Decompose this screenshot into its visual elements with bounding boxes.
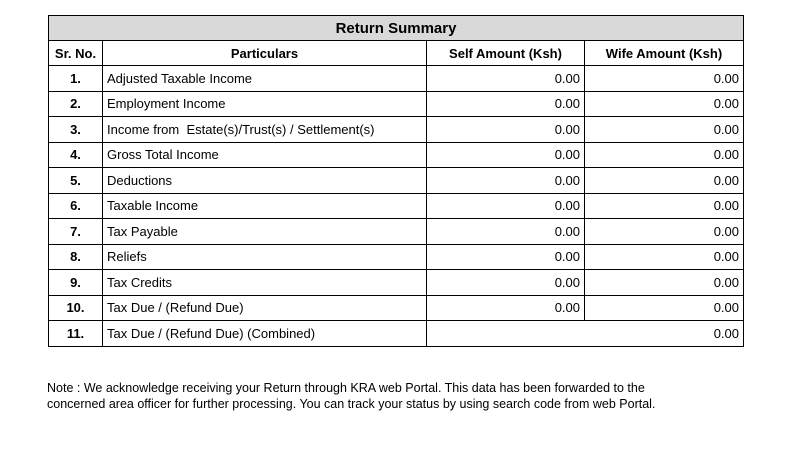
table-row bbox=[49, 168, 744, 194]
table-row bbox=[49, 66, 744, 92]
row-particular: Tax Due / (Refund Due) (Combined) bbox=[103, 321, 427, 347]
header-self-amount: Self Amount (Ksh) bbox=[427, 41, 585, 66]
row-wife-amount: 0.00 bbox=[585, 142, 744, 168]
row-particular: Reliefs bbox=[103, 244, 427, 270]
row-sr-no: 10. bbox=[49, 295, 103, 321]
row-wife-amount: 0.00 bbox=[585, 219, 744, 245]
row-particular: Tax Payable bbox=[103, 219, 427, 245]
row-self-amount: 0.00 bbox=[427, 142, 585, 168]
table-row bbox=[49, 295, 744, 321]
row-self-amount: 0.00 bbox=[427, 219, 585, 245]
row-self-amount: 0.00 bbox=[427, 168, 585, 194]
row-wife-amount: 0.00 bbox=[585, 91, 744, 117]
row-sr-no: 6. bbox=[49, 193, 103, 219]
row-self-amount: 0.00 bbox=[427, 66, 585, 92]
row-sr-no: 2. bbox=[49, 91, 103, 117]
row-self-amount: 0.00 bbox=[427, 244, 585, 270]
row-particular: Taxable Income bbox=[103, 193, 427, 219]
row-sr-no: 4. bbox=[49, 142, 103, 168]
header-sr-no: Sr. No. bbox=[49, 41, 103, 66]
row-self-amount: 0.00 bbox=[427, 270, 585, 296]
note-line-2: concerned area officer for further processing. You can track your status by using search code from web Portal. bbox=[47, 397, 656, 411]
row-sr-no: 9. bbox=[49, 270, 103, 296]
row-particular: Income from Estate(s)/Trust(s) / Settlement(s) bbox=[103, 117, 427, 143]
table-row bbox=[49, 270, 744, 296]
acknowledgement-note bbox=[47, 380, 767, 412]
row-sr-no: 5. bbox=[49, 168, 103, 194]
row-sr-no: 1. bbox=[49, 66, 103, 92]
row-sr-no: 3. bbox=[49, 117, 103, 143]
return-summary-table bbox=[48, 15, 744, 347]
table-row bbox=[49, 117, 744, 143]
row-sr-no: 8. bbox=[49, 244, 103, 270]
row-wife-amount: 0.00 bbox=[585, 270, 744, 296]
table-title: Return Summary bbox=[49, 16, 744, 41]
row-sr-no: 11. bbox=[49, 321, 103, 347]
row-particular: Gross Total Income bbox=[103, 142, 427, 168]
table-row-combined bbox=[49, 321, 744, 347]
row-wife-amount: 0.00 bbox=[585, 244, 744, 270]
note-line-1: Note : We acknowledge receiving your Return through KRA web Portal. This data has been forwarded to the bbox=[47, 381, 645, 395]
table-row bbox=[49, 142, 744, 168]
row-wife-amount: 0.00 bbox=[585, 295, 744, 321]
table-row bbox=[49, 219, 744, 245]
row-particular: Employment Income bbox=[103, 91, 427, 117]
row-particular: Tax Credits bbox=[103, 270, 427, 296]
row-particular: Deductions bbox=[103, 168, 427, 194]
table-row bbox=[49, 91, 744, 117]
row-combined-amount: 0.00 bbox=[427, 321, 744, 347]
row-particular: Adjusted Taxable Income bbox=[103, 66, 427, 92]
row-wife-amount: 0.00 bbox=[585, 66, 744, 92]
table-row bbox=[49, 244, 744, 270]
row-self-amount: 0.00 bbox=[427, 117, 585, 143]
row-self-amount: 0.00 bbox=[427, 91, 585, 117]
row-wife-amount: 0.00 bbox=[585, 193, 744, 219]
row-wife-amount: 0.00 bbox=[585, 168, 744, 194]
row-particular: Tax Due / (Refund Due) bbox=[103, 295, 427, 321]
row-self-amount: 0.00 bbox=[427, 193, 585, 219]
header-wife-amount: Wife Amount (Ksh) bbox=[585, 41, 744, 66]
row-self-amount: 0.00 bbox=[427, 295, 585, 321]
row-sr-no: 7. bbox=[49, 219, 103, 245]
row-wife-amount: 0.00 bbox=[585, 117, 744, 143]
table-row bbox=[49, 193, 744, 219]
header-particulars: Particulars bbox=[103, 41, 427, 66]
